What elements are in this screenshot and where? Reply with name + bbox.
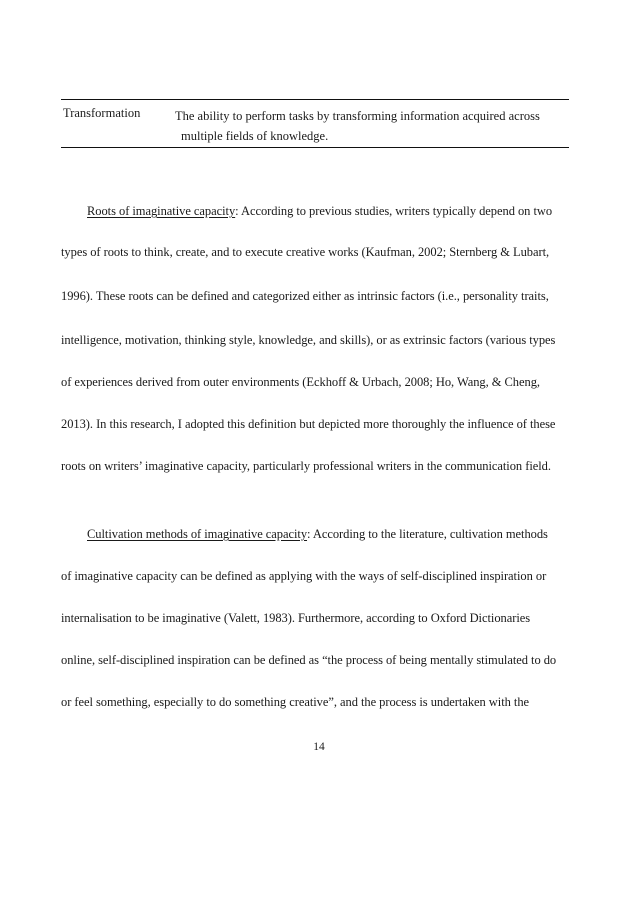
paragraph-line: or feel something, especially to do something creative”, and the process is undertaken with the [61, 695, 530, 709]
table-definition-line1: The ability to perform tasks by transforming information acquired across [175, 109, 540, 123]
page-number: 14 [313, 741, 325, 753]
paragraph-line [87, 204, 552, 219]
paragraph-line [87, 527, 548, 542]
paragraph-line: 1996). These roots can be defined and categorized either as intrinsic factors (i.e., personality traits, [61, 289, 549, 303]
paragraph-line: of experiences derived from outer environments (Eckhoff & Urbach, 2008; Ho, Wang, & Cheng, [61, 375, 540, 389]
paragraph-line: of imaginative capacity can be defined as applying with the ways of self-disciplined inspiration or [61, 569, 547, 583]
paragraph-line: roots on writers’ imaginative capacity, particularly professional writers in the communication field. [61, 459, 551, 473]
paragraph-line: 2013). In this research, I adopted this definition but depicted more thoroughly the influence of these [61, 417, 556, 431]
paragraph-line: online, self-disciplined inspiration can be defined as “the process of being mentally stimulated to do [61, 653, 557, 667]
paragraph-line: internalisation to be imaginative (Valett, 1983). Furthermore, according to Oxford Dictionaries [61, 611, 531, 625]
paragraph-text: : According to previous studies, writers typically depend on two [235, 204, 553, 218]
paragraph-heading: Cultivation methods of imaginative capacity [87, 527, 308, 541]
paragraph-text: : According to the literature, cultivation methods [307, 527, 548, 541]
definition-table [61, 99, 569, 148]
table-term: Transformation [63, 106, 141, 120]
table-definition [175, 106, 565, 146]
paragraph-heading: Roots of imaginative capacity [87, 204, 236, 218]
paragraph-line: intelligence, motivation, thinking style, knowledge, and skills), or as extrinsic factors (various types [61, 333, 556, 347]
table-definition-line2: multiple fields of knowledge. [181, 129, 329, 143]
paragraph-line: types of roots to think, create, and to execute creative works (Kaufman, 2002; Sternberg & Lubart, [61, 245, 550, 259]
